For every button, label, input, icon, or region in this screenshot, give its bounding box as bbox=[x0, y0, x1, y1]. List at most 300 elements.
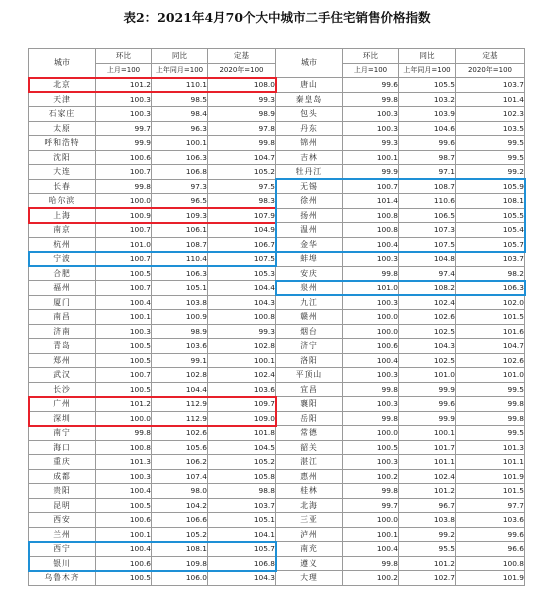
yoy-value: 104.6 bbox=[399, 121, 456, 136]
yoy-value: 106.2 bbox=[152, 455, 208, 470]
yoy-value: 102.5 bbox=[399, 324, 456, 339]
city-name: 惠州 bbox=[276, 469, 343, 484]
yoy-value: 106.3 bbox=[152, 150, 208, 165]
base-value: 105.7 bbox=[456, 237, 525, 252]
table-row bbox=[29, 455, 525, 470]
mom-value: 100.1 bbox=[96, 310, 152, 325]
mom-value: 100.4 bbox=[343, 353, 399, 368]
table-row bbox=[29, 571, 525, 586]
mom-value: 99.6 bbox=[343, 78, 399, 93]
table-title: 表2：2021年4月70个大中城市二手住宅销售价格指数 bbox=[123, 10, 431, 25]
base-value: 105.5 bbox=[456, 208, 525, 223]
base-value: 101.8 bbox=[208, 426, 276, 441]
header-yoy-sub-left: 上年同月=100 bbox=[152, 63, 208, 78]
mom-value: 100.3 bbox=[343, 252, 399, 267]
table-row bbox=[29, 310, 525, 325]
table-row bbox=[29, 223, 525, 238]
mom-value: 101.0 bbox=[96, 237, 152, 252]
base-value: 99.6 bbox=[456, 527, 525, 542]
city-name: 昆明 bbox=[29, 498, 96, 513]
base-value: 101.5 bbox=[456, 310, 525, 325]
mom-value: 100.2 bbox=[343, 469, 399, 484]
mom-value: 101.0 bbox=[343, 281, 399, 296]
city-name: 南昌 bbox=[29, 310, 96, 325]
city-name: 宁波 bbox=[29, 252, 96, 267]
mom-value: 100.5 bbox=[96, 266, 152, 281]
header-base-sub-left: 2020年=100 bbox=[208, 63, 276, 78]
city-name: 长沙 bbox=[29, 382, 96, 397]
yoy-value: 106.0 bbox=[152, 571, 208, 586]
city-name: 湛江 bbox=[276, 455, 343, 470]
mom-value: 100.3 bbox=[343, 121, 399, 136]
city-name: 韶关 bbox=[276, 440, 343, 455]
mom-value: 99.9 bbox=[343, 165, 399, 180]
mom-value: 100.6 bbox=[96, 150, 152, 165]
city-name: 泉州 bbox=[276, 281, 343, 296]
base-value: 105.2 bbox=[208, 455, 276, 470]
mom-value: 100.6 bbox=[343, 339, 399, 354]
city-name: 厦门 bbox=[29, 295, 96, 310]
yoy-value: 98.5 bbox=[152, 92, 208, 107]
table-row bbox=[29, 252, 525, 267]
base-value: 105.3 bbox=[208, 266, 276, 281]
table-row bbox=[29, 339, 525, 354]
table-row bbox=[29, 397, 525, 412]
mom-value: 100.5 bbox=[343, 440, 399, 455]
mom-value: 99.8 bbox=[343, 411, 399, 426]
base-value: 99.8 bbox=[456, 411, 525, 426]
mom-value: 99.9 bbox=[96, 136, 152, 151]
city-name: 泸州 bbox=[276, 527, 343, 542]
yoy-value: 107.4 bbox=[152, 469, 208, 484]
city-name: 南京 bbox=[29, 223, 96, 238]
city-name: 广州 bbox=[29, 397, 96, 412]
mom-value: 99.3 bbox=[343, 136, 399, 151]
yoy-value: 102.4 bbox=[399, 469, 456, 484]
yoy-value: 104.3 bbox=[399, 339, 456, 354]
city-name: 上海 bbox=[29, 208, 96, 223]
base-value: 109.0 bbox=[208, 411, 276, 426]
city-name: 天津 bbox=[29, 92, 96, 107]
mom-value: 100.9 bbox=[96, 208, 152, 223]
yoy-value: 99.6 bbox=[399, 397, 456, 412]
table-row bbox=[29, 121, 525, 136]
yoy-value: 99.1 bbox=[152, 353, 208, 368]
table-row bbox=[29, 150, 525, 165]
base-value: 105.1 bbox=[208, 513, 276, 528]
base-value: 98.3 bbox=[208, 194, 276, 209]
base-value: 99.2 bbox=[456, 165, 525, 180]
table-row bbox=[29, 179, 525, 194]
yoy-value: 101.7 bbox=[399, 440, 456, 455]
yoy-value: 102.6 bbox=[152, 426, 208, 441]
city-name: 合肥 bbox=[29, 266, 96, 281]
yoy-value: 108.7 bbox=[399, 179, 456, 194]
yoy-value: 110.4 bbox=[152, 252, 208, 267]
header-city-left: 城市 bbox=[29, 49, 96, 78]
table-row bbox=[29, 107, 525, 122]
base-value: 97.5 bbox=[208, 179, 276, 194]
yoy-value: 97.4 bbox=[399, 266, 456, 281]
yoy-value: 101.1 bbox=[399, 455, 456, 470]
header-mom-sub-right: 上月=100 bbox=[343, 63, 399, 78]
yoy-value: 99.6 bbox=[399, 136, 456, 151]
base-value: 98.2 bbox=[456, 266, 525, 281]
table-row bbox=[29, 527, 525, 542]
base-value: 103.6 bbox=[208, 382, 276, 397]
mom-value: 100.0 bbox=[343, 426, 399, 441]
yoy-value: 105.5 bbox=[399, 78, 456, 93]
yoy-value: 102.7 bbox=[399, 571, 456, 586]
yoy-value: 103.8 bbox=[399, 513, 456, 528]
mom-value: 100.0 bbox=[96, 194, 152, 209]
table-row bbox=[29, 426, 525, 441]
mom-value: 100.0 bbox=[343, 310, 399, 325]
yoy-value: 105.6 bbox=[152, 440, 208, 455]
base-value: 97.8 bbox=[208, 121, 276, 136]
yoy-value: 107.5 bbox=[399, 237, 456, 252]
base-value: 102.6 bbox=[456, 353, 525, 368]
city-name: 杭州 bbox=[29, 237, 96, 252]
mom-value: 100.2 bbox=[343, 571, 399, 586]
yoy-value: 98.9 bbox=[152, 324, 208, 339]
mom-value: 100.4 bbox=[343, 237, 399, 252]
city-name: 金华 bbox=[276, 237, 343, 252]
yoy-value: 106.6 bbox=[152, 513, 208, 528]
mom-value: 100.5 bbox=[96, 571, 152, 586]
header-yoy-right: 同比 bbox=[399, 49, 456, 64]
yoy-value: 100.9 bbox=[152, 310, 208, 325]
city-name: 襄阳 bbox=[276, 397, 343, 412]
header-yoy-sub-right: 上年同月=100 bbox=[399, 63, 456, 78]
city-name: 重庆 bbox=[29, 455, 96, 470]
mom-value: 100.3 bbox=[343, 107, 399, 122]
city-name: 锦州 bbox=[276, 136, 343, 151]
mom-value: 100.7 bbox=[96, 252, 152, 267]
city-name: 贵阳 bbox=[29, 484, 96, 499]
table-row bbox=[29, 92, 525, 107]
base-value: 109.7 bbox=[208, 397, 276, 412]
table-row bbox=[29, 78, 525, 93]
yoy-value: 96.5 bbox=[152, 194, 208, 209]
yoy-value: 105.1 bbox=[152, 281, 208, 296]
yoy-value: 102.6 bbox=[399, 310, 456, 325]
city-name: 常德 bbox=[276, 426, 343, 441]
mom-value: 100.4 bbox=[96, 542, 152, 557]
yoy-value: 96.3 bbox=[152, 121, 208, 136]
base-value: 104.4 bbox=[208, 281, 276, 296]
header-city-right: 城市 bbox=[276, 49, 343, 78]
city-name: 桂林 bbox=[276, 484, 343, 499]
mom-value: 100.8 bbox=[343, 208, 399, 223]
base-value: 102.0 bbox=[456, 295, 525, 310]
base-value: 99.5 bbox=[456, 136, 525, 151]
yoy-value: 104.8 bbox=[399, 252, 456, 267]
table-row bbox=[29, 382, 525, 397]
yoy-value: 103.6 bbox=[152, 339, 208, 354]
base-value: 99.5 bbox=[456, 382, 525, 397]
city-name: 长春 bbox=[29, 179, 96, 194]
city-name: 平顶山 bbox=[276, 368, 343, 383]
mom-value: 99.8 bbox=[343, 382, 399, 397]
city-name: 大连 bbox=[29, 165, 96, 180]
mom-value: 100.5 bbox=[96, 498, 152, 513]
mom-value: 100.3 bbox=[96, 92, 152, 107]
base-value: 101.6 bbox=[456, 324, 525, 339]
base-value: 102.8 bbox=[208, 339, 276, 354]
mom-value: 100.0 bbox=[96, 411, 152, 426]
yoy-value: 107.3 bbox=[399, 223, 456, 238]
base-value: 104.3 bbox=[208, 571, 276, 586]
base-value: 106.3 bbox=[456, 281, 525, 296]
mom-value: 100.3 bbox=[343, 455, 399, 470]
yoy-value: 108.2 bbox=[399, 281, 456, 296]
yoy-value: 106.1 bbox=[152, 223, 208, 238]
city-name: 遵义 bbox=[276, 556, 343, 571]
base-value: 97.7 bbox=[456, 498, 525, 513]
mom-value: 101.2 bbox=[96, 78, 152, 93]
mom-value: 101.4 bbox=[343, 194, 399, 209]
base-value: 99.8 bbox=[208, 136, 276, 151]
base-value: 104.3 bbox=[208, 295, 276, 310]
table-row bbox=[29, 368, 525, 383]
city-name: 吉林 bbox=[276, 150, 343, 165]
city-name: 三亚 bbox=[276, 513, 343, 528]
mom-value: 100.0 bbox=[343, 324, 399, 339]
yoy-value: 100.1 bbox=[399, 426, 456, 441]
base-value: 104.7 bbox=[208, 150, 276, 165]
base-value: 99.5 bbox=[456, 150, 525, 165]
yoy-value: 99.9 bbox=[399, 382, 456, 397]
city-name: 海口 bbox=[29, 440, 96, 455]
base-value: 101.5 bbox=[456, 484, 525, 499]
base-value: 104.9 bbox=[208, 223, 276, 238]
table-row bbox=[29, 513, 525, 528]
base-value: 108.1 bbox=[456, 194, 525, 209]
mom-value: 100.5 bbox=[96, 353, 152, 368]
base-value: 99.3 bbox=[208, 324, 276, 339]
city-name: 太原 bbox=[29, 121, 96, 136]
table-row bbox=[29, 266, 525, 281]
yoy-value: 106.5 bbox=[399, 208, 456, 223]
mom-value: 100.7 bbox=[96, 165, 152, 180]
table-row bbox=[29, 281, 525, 296]
base-value: 107.9 bbox=[208, 208, 276, 223]
yoy-value: 104.4 bbox=[152, 382, 208, 397]
price-index-table bbox=[28, 48, 525, 586]
city-name: 大理 bbox=[276, 571, 343, 586]
city-name: 唐山 bbox=[276, 78, 343, 93]
mom-value: 101.3 bbox=[96, 455, 152, 470]
table-row bbox=[29, 353, 525, 368]
mom-value: 100.1 bbox=[96, 527, 152, 542]
base-value: 101.9 bbox=[456, 469, 525, 484]
yoy-value: 103.2 bbox=[399, 92, 456, 107]
base-value: 101.1 bbox=[456, 455, 525, 470]
yoy-value: 101.0 bbox=[399, 368, 456, 383]
table-row bbox=[29, 411, 525, 426]
yoy-value: 102.4 bbox=[399, 295, 456, 310]
base-value: 104.1 bbox=[208, 527, 276, 542]
base-value: 103.7 bbox=[456, 78, 525, 93]
yoy-value: 109.3 bbox=[152, 208, 208, 223]
city-name: 呼和浩特 bbox=[29, 136, 96, 151]
base-value: 103.6 bbox=[456, 513, 525, 528]
mom-value: 100.7 bbox=[96, 368, 152, 383]
mom-value: 100.0 bbox=[343, 513, 399, 528]
city-name: 西宁 bbox=[29, 542, 96, 557]
city-name: 安庆 bbox=[276, 266, 343, 281]
mom-value: 100.1 bbox=[343, 527, 399, 542]
mom-value: 100.3 bbox=[343, 368, 399, 383]
city-name: 武汉 bbox=[29, 368, 96, 383]
base-value: 105.8 bbox=[208, 469, 276, 484]
base-value: 104.7 bbox=[456, 339, 525, 354]
base-value: 102.4 bbox=[208, 368, 276, 383]
yoy-value: 106.3 bbox=[152, 266, 208, 281]
city-name: 蚌埠 bbox=[276, 252, 343, 267]
mom-value: 100.3 bbox=[96, 469, 152, 484]
yoy-value: 100.1 bbox=[152, 136, 208, 151]
header-base-sub-right: 2020年=100 bbox=[456, 63, 525, 78]
table-row bbox=[29, 556, 525, 571]
mom-value: 99.8 bbox=[343, 484, 399, 499]
yoy-value: 105.2 bbox=[152, 527, 208, 542]
header-base-right: 定基 bbox=[456, 49, 525, 64]
city-name: 青岛 bbox=[29, 339, 96, 354]
base-value: 100.8 bbox=[208, 310, 276, 325]
base-value: 101.3 bbox=[456, 440, 525, 455]
base-value: 101.0 bbox=[456, 368, 525, 383]
city-name: 温州 bbox=[276, 223, 343, 238]
mom-value: 100.3 bbox=[96, 107, 152, 122]
city-name: 沈阳 bbox=[29, 150, 96, 165]
mom-value: 100.3 bbox=[343, 397, 399, 412]
city-name: 赣州 bbox=[276, 310, 343, 325]
city-name: 哈尔滨 bbox=[29, 194, 96, 209]
city-name: 岳阳 bbox=[276, 411, 343, 426]
city-name: 福州 bbox=[29, 281, 96, 296]
city-name: 银川 bbox=[29, 556, 96, 571]
base-value: 106.7 bbox=[208, 237, 276, 252]
mom-value: 99.7 bbox=[96, 121, 152, 136]
table-row bbox=[29, 469, 525, 484]
mom-value: 100.7 bbox=[96, 223, 152, 238]
base-value: 103.5 bbox=[456, 121, 525, 136]
base-value: 104.5 bbox=[208, 440, 276, 455]
city-name: 无锡 bbox=[276, 179, 343, 194]
yoy-value: 112.9 bbox=[152, 411, 208, 426]
base-value: 99.8 bbox=[456, 397, 525, 412]
mom-value: 100.7 bbox=[96, 281, 152, 296]
base-value: 99.3 bbox=[208, 92, 276, 107]
base-value: 103.7 bbox=[208, 498, 276, 513]
city-name: 深圳 bbox=[29, 411, 96, 426]
city-name: 兰州 bbox=[29, 527, 96, 542]
header-yoy-left: 同比 bbox=[152, 49, 208, 64]
base-value: 96.6 bbox=[456, 542, 525, 557]
mom-value: 99.8 bbox=[96, 179, 152, 194]
yoy-value: 110.1 bbox=[152, 78, 208, 93]
mom-value: 100.4 bbox=[343, 542, 399, 557]
yoy-value: 106.8 bbox=[152, 165, 208, 180]
mom-value: 100.3 bbox=[96, 324, 152, 339]
city-name: 成都 bbox=[29, 469, 96, 484]
city-name: 九江 bbox=[276, 295, 343, 310]
mom-value: 99.7 bbox=[343, 498, 399, 513]
mom-value: 99.8 bbox=[343, 92, 399, 107]
city-name: 北京 bbox=[29, 78, 96, 93]
base-value: 100.1 bbox=[208, 353, 276, 368]
yoy-value: 102.8 bbox=[152, 368, 208, 383]
base-value: 105.9 bbox=[456, 179, 525, 194]
table-row bbox=[29, 136, 525, 151]
mom-value: 100.8 bbox=[343, 223, 399, 238]
base-value: 102.3 bbox=[456, 107, 525, 122]
city-name: 宜昌 bbox=[276, 382, 343, 397]
city-name: 南充 bbox=[276, 542, 343, 557]
yoy-value: 103.9 bbox=[399, 107, 456, 122]
city-name: 秦皇岛 bbox=[276, 92, 343, 107]
city-name: 郑州 bbox=[29, 353, 96, 368]
yoy-value: 98.0 bbox=[152, 484, 208, 499]
city-name: 徐州 bbox=[276, 194, 343, 209]
yoy-value: 101.2 bbox=[399, 556, 456, 571]
base-value: 98.9 bbox=[208, 107, 276, 122]
table-row bbox=[29, 165, 525, 180]
table-row bbox=[29, 542, 525, 557]
city-name: 石家庄 bbox=[29, 107, 96, 122]
base-value: 99.5 bbox=[456, 426, 525, 441]
base-value: 101.9 bbox=[456, 571, 525, 586]
city-name: 济宁 bbox=[276, 339, 343, 354]
yoy-value: 110.6 bbox=[399, 194, 456, 209]
city-name: 牡丹江 bbox=[276, 165, 343, 180]
table-row bbox=[29, 208, 525, 223]
mom-value: 99.8 bbox=[96, 426, 152, 441]
header-mom-right: 环比 bbox=[343, 49, 399, 64]
yoy-value: 112.9 bbox=[152, 397, 208, 412]
city-name: 北海 bbox=[276, 498, 343, 513]
table-row bbox=[29, 498, 525, 513]
mom-value: 100.6 bbox=[96, 556, 152, 571]
city-name: 乌鲁木齐 bbox=[29, 571, 96, 586]
table-row bbox=[29, 194, 525, 209]
base-value: 108.0 bbox=[208, 78, 276, 93]
yoy-value: 102.5 bbox=[399, 353, 456, 368]
table-row bbox=[29, 484, 525, 499]
base-value: 105.4 bbox=[456, 223, 525, 238]
mom-value: 100.1 bbox=[343, 150, 399, 165]
yoy-value: 101.2 bbox=[399, 484, 456, 499]
header-base-left: 定基 bbox=[208, 49, 276, 64]
city-name: 南宁 bbox=[29, 426, 96, 441]
yoy-value: 95.5 bbox=[399, 542, 456, 557]
base-value: 101.4 bbox=[456, 92, 525, 107]
table-row bbox=[29, 295, 525, 310]
base-value: 107.5 bbox=[208, 252, 276, 267]
base-value: 105.7 bbox=[208, 542, 276, 557]
city-name: 扬州 bbox=[276, 208, 343, 223]
city-name: 洛阳 bbox=[276, 353, 343, 368]
yoy-value: 99.9 bbox=[399, 411, 456, 426]
mom-value: 100.5 bbox=[96, 382, 152, 397]
base-value: 98.8 bbox=[208, 484, 276, 499]
yoy-value: 96.7 bbox=[399, 498, 456, 513]
city-name: 西安 bbox=[29, 513, 96, 528]
mom-value: 100.3 bbox=[343, 295, 399, 310]
table-row bbox=[29, 324, 525, 339]
